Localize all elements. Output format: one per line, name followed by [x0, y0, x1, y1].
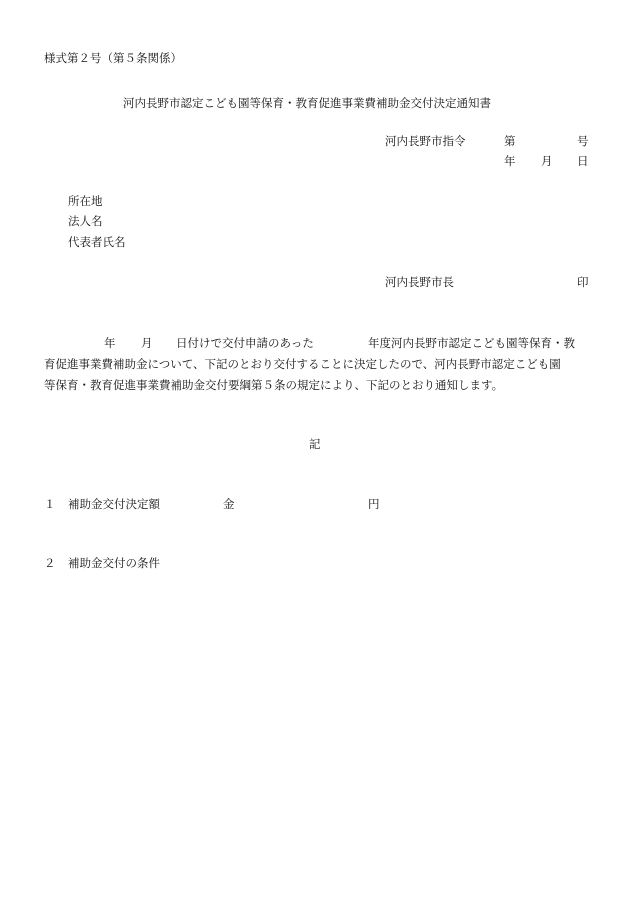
- number-suffix: 号: [577, 134, 589, 148]
- representative-label: 代表者氏名: [68, 235, 126, 249]
- date-day: 日: [577, 154, 589, 168]
- ki-heading: 記: [309, 437, 321, 451]
- issuer-name: 河内長野市長: [385, 275, 454, 289]
- location-label: 所在地: [68, 194, 103, 208]
- item-1-label: 補助金交付決定額: [68, 497, 160, 511]
- date-month: 月: [541, 154, 553, 168]
- number-prefix: 第: [504, 134, 516, 148]
- item-1-number: １: [44, 497, 56, 511]
- item-2-number: ２: [44, 556, 56, 570]
- item-1-amount-suffix: 円: [368, 497, 380, 511]
- body-date-text: 日付けで交付申請のあった: [176, 336, 314, 350]
- body-line3: 等保育・教育促進事業費補助金交付要綱第５条の規定により、下記のとおり通知します。: [44, 378, 504, 392]
- body-month: 月: [141, 336, 153, 350]
- item-1-amount-prefix: 金: [223, 497, 235, 511]
- item-2-label: 補助金交付の条件: [68, 556, 160, 570]
- form-label: 様式第２号（第５条関係）: [44, 51, 182, 65]
- body-line2: 育促進事業費補助金について、下記のとおり交付することに決定したので、河内長野市認定こども園: [44, 357, 561, 371]
- body-year: 年: [104, 336, 116, 350]
- document-title: 河内長野市認定こども園等保育・教育促進事業費補助金交付決定通知書: [123, 96, 491, 110]
- date-year: 年: [504, 154, 516, 168]
- directive-label: 河内長野市指令: [385, 134, 466, 148]
- body-line1-rest: 年度河内長野市認定こども園等保育・教: [368, 336, 575, 350]
- seal-mark: 印: [577, 275, 589, 289]
- corporation-label: 法人名: [68, 214, 103, 228]
